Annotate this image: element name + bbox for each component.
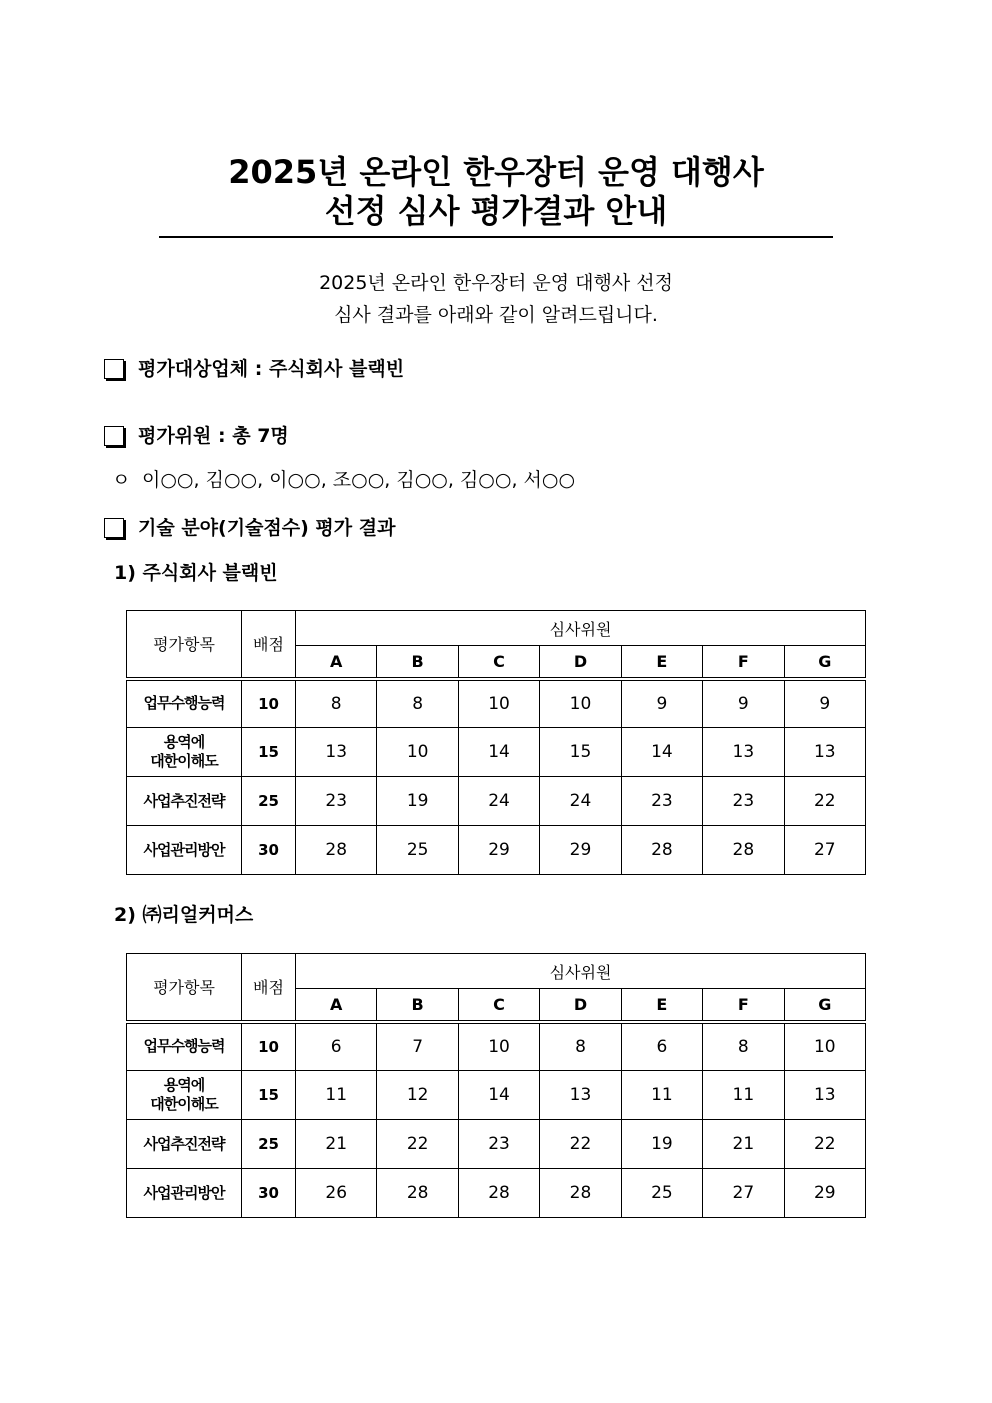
score-cell: 28 — [540, 1169, 621, 1218]
criterion-cell: 업무수행능력 — [127, 1022, 242, 1071]
section-label: 평가위원 : 총 7명 — [138, 425, 289, 447]
max-points-cell: 25 — [242, 777, 296, 826]
table-row — [127, 1120, 866, 1169]
score-cell: 14 — [458, 1071, 539, 1120]
score-cell: 22 — [784, 1120, 865, 1169]
circle-bullet-icon: ㅇ — [112, 469, 131, 491]
score-cell: 8 — [296, 679, 377, 728]
table-row — [127, 1169, 866, 1218]
table-row — [127, 1022, 866, 1071]
score-table-1 — [126, 610, 866, 875]
score-cell: 19 — [377, 777, 458, 826]
judge-header: C — [458, 989, 539, 1022]
score-cell: 28 — [703, 826, 784, 875]
score-cell: 21 — [296, 1120, 377, 1169]
score-cell: 10 — [377, 728, 458, 777]
score-cell: 23 — [458, 1120, 539, 1169]
score-cell: 13 — [540, 1071, 621, 1120]
checkbox-square-icon — [104, 426, 124, 446]
score-cell: 27 — [784, 826, 865, 875]
section-label: 기술 분야(기술점수) 평가 결과 — [138, 517, 396, 539]
company-heading-1: 1) 주식회사 블랙빈 — [114, 562, 278, 584]
intro-line2: 심사 결과를 아래와 같이 알려드립니다. — [334, 304, 658, 326]
criterion-cell: 사업관리방안 — [127, 826, 242, 875]
criterion-cell: 업무수행능력 — [127, 679, 242, 728]
score-cell: 13 — [784, 728, 865, 777]
company-heading-2: 2) ㈜리얼커머스 — [114, 904, 254, 926]
score-cell: 29 — [540, 826, 621, 875]
score-cell: 22 — [377, 1120, 458, 1169]
judge-header: E — [621, 646, 702, 679]
section-committee — [104, 422, 289, 450]
judge-header: E — [621, 989, 702, 1022]
score-cell: 6 — [621, 1022, 702, 1071]
score-cell: 29 — [458, 826, 539, 875]
judge-header: F — [703, 989, 784, 1022]
checkbox-square-icon — [104, 359, 124, 379]
max-points-cell: 30 — [242, 1169, 296, 1218]
header-item: 평가항목 — [127, 954, 242, 1022]
score-cell: 9 — [621, 679, 702, 728]
header-judges: 심사위원 — [296, 954, 866, 989]
criterion-cell: 사업추진전략 — [127, 1120, 242, 1169]
header-points: 배점 — [242, 954, 296, 1022]
criterion-cell: 용역에 대한이해도 — [127, 728, 242, 777]
score-cell: 28 — [621, 826, 702, 875]
score-cell: 15 — [540, 728, 621, 777]
max-points-cell: 15 — [242, 728, 296, 777]
intro-line1: 2025년 온라인 한우장터 운영 대행사 선정 — [319, 272, 673, 294]
checkbox-square-icon — [104, 518, 124, 538]
judge-header: D — [540, 646, 621, 679]
score-cell: 7 — [377, 1022, 458, 1071]
criterion-cell: 사업관리방안 — [127, 1169, 242, 1218]
judge-header: G — [784, 989, 865, 1022]
judge-header: B — [377, 989, 458, 1022]
score-cell: 22 — [540, 1120, 621, 1169]
committee-members-list: 이○○, 김○○, 이○○, 조○○, 김○○, 김○○, 서○○ — [142, 469, 576, 491]
max-points-cell: 25 — [242, 1120, 296, 1169]
judge-header: A — [296, 989, 377, 1022]
score-cell: 28 — [296, 826, 377, 875]
judge-header: G — [784, 646, 865, 679]
judge-header: D — [540, 989, 621, 1022]
table-row — [127, 1071, 866, 1120]
score-cell: 8 — [377, 679, 458, 728]
criterion-cell: 용역에 대한이해도 — [127, 1071, 242, 1120]
score-cell: 25 — [377, 826, 458, 875]
judge-header: F — [703, 646, 784, 679]
score-cell: 10 — [458, 679, 539, 728]
score-cell: 13 — [703, 728, 784, 777]
section-evaluation-target — [104, 355, 404, 383]
score-cell: 13 — [296, 728, 377, 777]
judge-header: C — [458, 646, 539, 679]
score-cell: 11 — [296, 1071, 377, 1120]
header-item: 평가항목 — [127, 611, 242, 679]
score-cell: 9 — [784, 679, 865, 728]
judge-header: B — [377, 646, 458, 679]
score-cell: 11 — [703, 1071, 784, 1120]
score-cell: 10 — [784, 1022, 865, 1071]
score-cell: 14 — [621, 728, 702, 777]
max-points-cell: 10 — [242, 1022, 296, 1071]
max-points-cell: 30 — [242, 826, 296, 875]
judge-header: A — [296, 646, 377, 679]
title-underline — [159, 236, 833, 238]
table-row — [127, 679, 866, 728]
table-row — [127, 826, 866, 875]
score-cell: 12 — [377, 1071, 458, 1120]
section-tech-results — [104, 514, 395, 542]
section-label: 평가대상업체 : 주식회사 블랙빈 — [138, 358, 405, 380]
score-cell: 8 — [540, 1022, 621, 1071]
score-cell: 14 — [458, 728, 539, 777]
score-cell: 24 — [540, 777, 621, 826]
score-cell: 11 — [621, 1071, 702, 1120]
score-cell: 28 — [458, 1169, 539, 1218]
table-row — [127, 728, 866, 777]
header-judges: 심사위원 — [296, 611, 866, 646]
score-cell: 26 — [296, 1169, 377, 1218]
header-points: 배점 — [242, 611, 296, 679]
score-cell: 23 — [703, 777, 784, 826]
score-cell: 23 — [296, 777, 377, 826]
max-points-cell: 10 — [242, 679, 296, 728]
document-title-line1: 2025년 온라인 한우장터 운영 대행사 — [228, 153, 764, 191]
score-cell: 28 — [377, 1169, 458, 1218]
criterion-cell: 사업추진전략 — [127, 777, 242, 826]
score-cell: 24 — [458, 777, 539, 826]
score-cell: 25 — [621, 1169, 702, 1218]
score-cell: 22 — [784, 777, 865, 826]
score-cell: 9 — [703, 679, 784, 728]
document-title-line2: 선정 심사 평가결과 안내 — [324, 192, 668, 230]
score-cell: 29 — [784, 1169, 865, 1218]
committee-members — [112, 466, 575, 494]
score-cell: 10 — [458, 1022, 539, 1071]
score-cell: 8 — [703, 1022, 784, 1071]
score-cell: 27 — [703, 1169, 784, 1218]
table-row — [127, 777, 866, 826]
score-cell: 10 — [540, 679, 621, 728]
max-points-cell: 15 — [242, 1071, 296, 1120]
score-cell: 19 — [621, 1120, 702, 1169]
score-cell: 23 — [621, 777, 702, 826]
score-table-2 — [126, 953, 866, 1218]
score-cell: 21 — [703, 1120, 784, 1169]
score-cell: 6 — [296, 1022, 377, 1071]
score-cell: 13 — [784, 1071, 865, 1120]
